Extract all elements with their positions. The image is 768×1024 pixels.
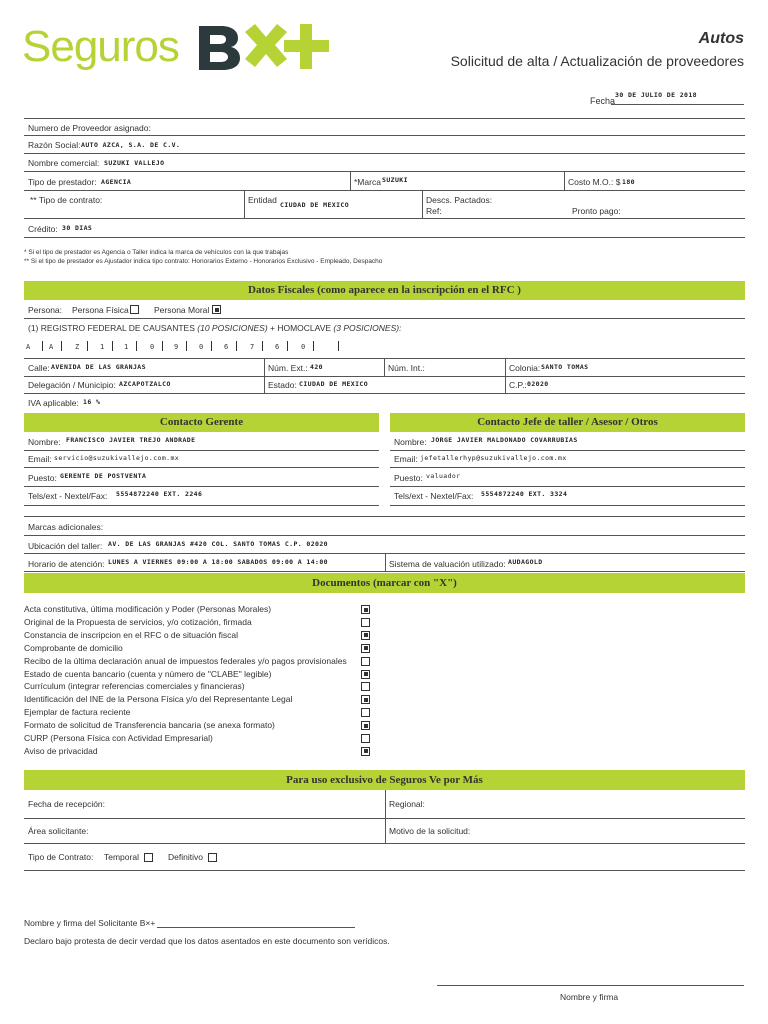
marca-field[interactable]: SUZUKI	[382, 176, 408, 184]
razon-social-label: Razón Social:	[28, 140, 81, 150]
pronto-pago-label: Pronto pago:	[572, 206, 621, 216]
rfc-separator	[61, 341, 62, 351]
document-item-label: Estado de cuenta bancario (cuenta y número de "CLABE" legible)	[24, 668, 272, 679]
colonia-label: Colonia:	[509, 363, 541, 373]
tipo-prestador-field[interactable]: AGENCIA	[101, 178, 132, 186]
cp-field[interactable]: 02020	[527, 380, 549, 388]
divider	[385, 553, 386, 571]
divider	[24, 571, 745, 572]
note-contrato: ** Si el tipo de prestador es Ajustador indica tipo contrato: Honorarios Externo - Honorarios Exclusivo - Empleado, Despacho	[24, 258, 383, 265]
nombre-comercial-label: Nombre comercial:	[28, 158, 100, 168]
divider	[505, 358, 506, 376]
datos-fiscales-header: Datos Fiscales (como aparece en la inscripción en el RFC )	[24, 281, 745, 300]
horario-label: Horario de atención:	[28, 559, 105, 569]
ubicacion-field[interactable]: AV. DE LAS GRANJAS #420 COL. SANTO TOMAS C.P. 02020	[108, 540, 328, 548]
rfc-separator	[186, 341, 187, 351]
rfc-separator	[338, 341, 339, 351]
definitivo-label: Definitivo	[168, 852, 203, 862]
divider	[24, 450, 379, 451]
gerente-puesto-label: Puesto:	[28, 473, 57, 483]
document-item-checkbox[interactable]	[361, 708, 370, 717]
num-int-label: Núm. Int.:	[388, 363, 425, 373]
document-item-checkbox[interactable]	[361, 734, 370, 743]
divider	[24, 237, 745, 238]
divider	[24, 516, 745, 517]
proveedor-label: Numero de Proveedor asignado:	[28, 123, 151, 133]
rfc-char: 1	[100, 343, 105, 351]
document-item-label: Acta constitutiva, última modificación y Poder (Personas Morales)	[24, 604, 272, 614]
firma-solicitante-line[interactable]	[157, 927, 355, 928]
costo-field[interactable]: 180	[622, 178, 635, 186]
jefe-puesto-label: Puesto:	[394, 473, 423, 483]
divider	[505, 376, 506, 393]
rfc-separator	[87, 341, 88, 351]
jefe-nombre-field[interactable]: JORGE JAVIER MALDONADO COVARRUBIAS	[431, 436, 578, 444]
fecha-line	[611, 104, 744, 105]
divider	[390, 450, 745, 451]
divider	[390, 467, 745, 468]
document-item-label: Currículum (integrar referencias comerciales y financieras)	[24, 681, 245, 692]
tipo-contrato-label: ** Tipo de contrato:	[30, 195, 103, 205]
num-ext-field[interactable]: 420	[310, 363, 323, 371]
marca-label: *Marca	[354, 177, 381, 187]
document-item-checkbox[interactable]	[361, 682, 370, 691]
divider	[385, 790, 386, 818]
rfc-separator	[287, 341, 288, 351]
document-item-label: Comprobante de domicilio	[24, 642, 123, 653]
divider	[24, 171, 745, 172]
contacto-jefe-header: Contacto Jefe de taller / Asesor / Otros	[390, 413, 745, 432]
document-item-checkbox[interactable]	[361, 721, 370, 730]
firma-solicitante-label: Nombre y firma del Solicitante B×+	[24, 918, 156, 928]
delegacion-field[interactable]: AZCAPOTZALCO	[119, 380, 171, 388]
divider	[390, 486, 745, 487]
rfc-separator	[162, 341, 163, 351]
temporal-checkbox[interactable]	[144, 853, 153, 862]
divider	[264, 376, 265, 393]
persona-fisica-label: Persona Física	[72, 305, 129, 315]
persona-fisica-checkbox[interactable]	[130, 305, 139, 314]
estado-field[interactable]: CIUDAD DE MEXICO	[299, 380, 369, 388]
jefe-tels-label: Tels/ext - Nextel/Fax:	[394, 491, 474, 501]
divider	[385, 818, 386, 843]
jefe-email-field[interactable]: jefetallerhyp@suzukivallejo.com.mx	[420, 454, 567, 462]
divider	[24, 376, 745, 377]
rfc-plus: + HOMOCLAVE	[270, 323, 332, 333]
ref-label: Ref:	[426, 206, 442, 216]
rfc-separator	[136, 341, 137, 351]
uso-exclusivo-header: Para uso exclusivo de Seguros Ve por Más	[24, 770, 745, 790]
rfc-char: 0	[199, 343, 204, 351]
motivo-label: Motivo de la solicitud:	[389, 826, 471, 836]
document-item-label: Ejemplar de factura reciente	[24, 707, 131, 718]
divider	[24, 486, 379, 487]
rfc-char: A	[26, 343, 31, 351]
document-item-label: Identificación del INE de la Persona Física y/o del Representante Legal	[24, 694, 293, 705]
document-item-label: Aviso de privacidad	[24, 745, 98, 756]
divider	[564, 171, 565, 190]
gerente-tels-label: Tels/ext - Nextel/Fax:	[28, 491, 108, 501]
divider	[24, 118, 745, 119]
delegacion-label: Delegación / Municipio:	[28, 380, 116, 390]
marcas-adicionales-label: Marcas adicionales:	[28, 522, 104, 532]
document-item-checkbox[interactable]	[361, 605, 370, 614]
gerente-email-label: Email:	[28, 454, 52, 464]
form-subtitle: Solicitud de alta / Actualización de proveedores	[450, 53, 744, 69]
razon-social-field[interactable]: AUTO AZCA, S.A. DE C.V.	[81, 141, 181, 149]
rfc-char: 1	[124, 343, 129, 351]
divider	[422, 190, 423, 218]
cp-label: C.P.:	[509, 380, 527, 390]
nombre-firma-label: Nombre y firma	[560, 992, 619, 1002]
persona-moral-checkbox[interactable]	[212, 305, 221, 314]
fecha-label: Fecha	[590, 96, 616, 106]
persona-label: Persona:	[28, 305, 63, 315]
rfc-pos-note: (10 POSICIONES)	[197, 323, 268, 333]
divider	[384, 358, 385, 376]
credito-label: Crédito:	[28, 224, 58, 234]
gerente-tels-field[interactable]: 5554872240 EXT. 2246	[116, 490, 203, 498]
definitivo-checkbox[interactable]	[208, 853, 217, 862]
rfc-char: 0	[150, 343, 155, 351]
divider	[24, 467, 379, 468]
document-item-label: Original de la Propuesta de servicios, y/o cotización, firmada	[24, 616, 252, 627]
document-item-label: Formato de solicitud de Transferencia bancaria (se anexa formato)	[24, 720, 275, 731]
iva-label: IVA aplicable:	[28, 398, 79, 408]
horario-field[interactable]: LUNES A VIERNES 09:00 A 18:00 SABADOS 09:00 A 14:00	[108, 558, 328, 566]
divider	[24, 218, 745, 219]
gerente-nombre-field[interactable]: FRANCISCO JAVIER TREJO ANDRADE	[66, 436, 196, 444]
temporal-label: Temporal	[104, 852, 139, 862]
sistema-valuacion-field[interactable]: AUDAGOLD	[508, 558, 543, 566]
area-solicitante-label: Área solicitante:	[28, 826, 89, 836]
rfc-char: 7	[250, 343, 255, 351]
num-ext-label: Núm. Ext.:	[268, 363, 308, 373]
divider	[24, 153, 745, 154]
form-type-title: Autos	[698, 30, 744, 47]
descs-pactados-label: Descs. Pactados:	[426, 195, 493, 205]
persona-moral-label: Persona Moral	[154, 305, 210, 315]
gerente-puesto-field[interactable]: GERENTE DE POSTVENTA	[60, 472, 147, 480]
declaracion-text: Declaro bajo protesta de decir verdad que los datos asentados en este documento son verídicos.	[24, 936, 390, 946]
document-item-checkbox[interactable]	[361, 657, 370, 666]
divider	[24, 505, 379, 506]
jefe-email-label: Email:	[394, 454, 418, 464]
rfc-separator	[211, 341, 212, 351]
rfc-separator	[42, 341, 43, 351]
ubicacion-label: Ubicación del taller:	[28, 541, 103, 551]
iva-field[interactable]: 16 %	[83, 398, 101, 406]
divider	[24, 535, 745, 536]
divider	[24, 843, 745, 844]
note-marca: * Si el tipo de prestador es Agencia o Taller indica la marca de vehículos con la que trabajas	[24, 249, 289, 256]
document-item-checkbox[interactable]	[361, 695, 370, 704]
document-item-label: Recibo de la última declaración anual de impuestos federales y/o pagos provisionales	[24, 655, 347, 666]
rfc-char: Z	[75, 343, 80, 351]
entidad-label: Entidad	[248, 195, 277, 205]
tipo-prestador-label: Tipo de prestador:	[28, 177, 97, 187]
jefe-nombre-label: Nombre:	[394, 437, 427, 447]
document-item-label: Constancia de inscripcion en el RFC o de situación fiscal	[24, 629, 239, 640]
document-item-checkbox[interactable]	[361, 670, 370, 679]
gerente-email-field[interactable]: servicio@suzukivallejo.com.mx	[54, 454, 180, 462]
rfc-separator	[236, 341, 237, 351]
tipo-contrato-exclusivo-label: Tipo de Contrato:	[28, 852, 94, 862]
divider	[24, 318, 745, 319]
divider	[24, 135, 745, 136]
divider	[24, 190, 745, 191]
divider	[264, 358, 265, 376]
rfc-char: 6	[275, 343, 280, 351]
colonia-field[interactable]: SANTO TOMAS	[541, 363, 589, 371]
rfc-char: 0	[301, 343, 306, 351]
rfc-label	[28, 323, 401, 333]
jefe-tels-field[interactable]: 5554872240 EXT. 3324	[481, 490, 568, 498]
divider	[24, 393, 745, 394]
firma-line[interactable]	[437, 985, 744, 986]
document-item-label: CURP (Persona Física con Actividad Empresarial)	[24, 733, 213, 743]
fecha-recepcion-label: Fecha de recepción:	[28, 799, 106, 809]
estado-label: Estado:	[268, 380, 297, 390]
document-item-checkbox[interactable]	[361, 747, 370, 756]
rfc-separator	[112, 341, 113, 351]
document-item-checkbox[interactable]	[361, 644, 370, 653]
rfc-char: A	[49, 343, 54, 351]
documentos-header: Documentos (marcar con "X")	[24, 573, 745, 593]
logo-wordmark: Seguros	[22, 22, 179, 71]
credito-field[interactable]: 30 DIAS	[62, 224, 93, 232]
calle-label: Calle:	[28, 363, 50, 373]
rfc-char: 6	[224, 343, 229, 351]
sistema-valuacion-label: Sistema de valuación utilizado:	[389, 559, 506, 569]
divider	[390, 505, 745, 506]
calle-field[interactable]: AVENIDA DE LAS GRANJAS	[51, 363, 146, 371]
rfc-separator	[313, 341, 314, 351]
divider	[350, 171, 351, 190]
gerente-nombre-label: Nombre:	[28, 437, 61, 447]
rfc-char: 9	[174, 343, 179, 351]
contacto-gerente-header: Contacto Gerente	[24, 413, 379, 432]
jefe-puesto-field[interactable]: valuador	[426, 472, 461, 480]
divider	[244, 190, 245, 218]
fecha-field[interactable]: 30 DE JULIO DE 2018	[615, 91, 697, 99]
document-item-checkbox[interactable]	[361, 631, 370, 640]
document-item-checkbox[interactable]	[361, 618, 370, 627]
regional-label: Regional:	[389, 799, 425, 809]
rfc-title: (1) REGISTRO FEDERAL DE CAUSANTES	[28, 323, 195, 333]
costo-label: Costo M.O.: $	[568, 177, 621, 187]
nombre-comercial-field[interactable]: SUZUKI VALLEJO	[104, 159, 165, 167]
divider	[24, 870, 745, 871]
rfc-homoclave-note: (3 POSICIONES):	[333, 323, 402, 333]
rfc-separator	[262, 341, 263, 351]
bx-plus-logo-icon	[197, 22, 332, 72]
entidad-field[interactable]: CIUDAD DE MEXICO	[280, 201, 350, 209]
